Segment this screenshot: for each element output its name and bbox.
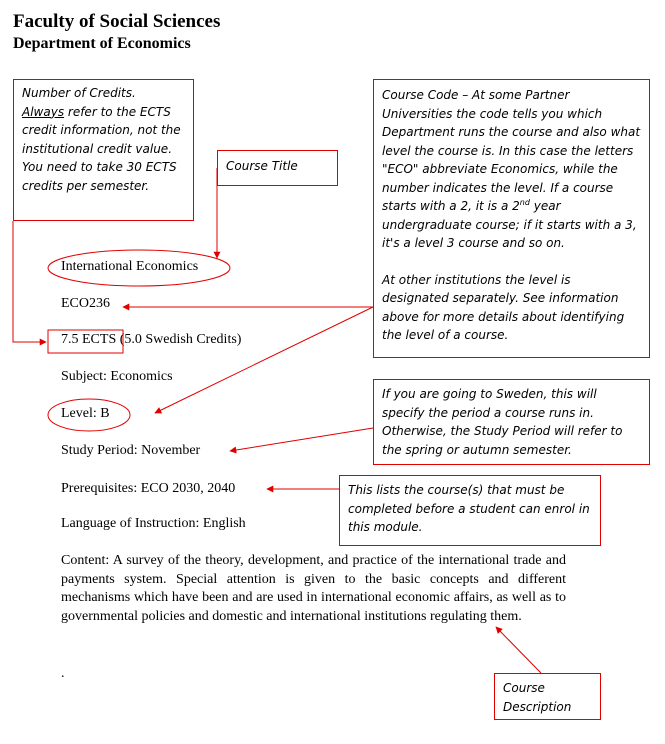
code-note-sup: nd <box>519 198 530 207</box>
period-note-box <box>373 379 650 465</box>
code-note-part2: year undergraduate course; if it starts with a 3, it's a level 3 course and so on. <box>382 199 637 250</box>
credits-note-line1: Number of Credits. <box>22 86 136 100</box>
credits-note-always: Always <box>22 104 65 119</box>
period-note-text: If you are going to Sweden, this will specify the period a course runs in. Otherwise, the Study Period will refer to the spring or autumn semester. <box>382 387 623 457</box>
description-arrow <box>496 627 541 673</box>
course-credits <box>61 332 241 348</box>
course-title: International Economics <box>61 259 199 274</box>
prereq-note-box <box>339 475 601 546</box>
title-note-box <box>217 150 338 186</box>
course-code: ECO236 <box>61 296 110 311</box>
period-arrow <box>230 428 373 451</box>
credits-note-box <box>13 79 194 221</box>
course-prerequisites: Prerequisites: ECO 2030, 2040 <box>61 481 236 496</box>
course-subject: Subject: Economics <box>61 369 173 384</box>
code-note-part1: Course Code – At some Partner Universities the code tells you which Department runs the course and also what level the course is. In this case the letters "ECO" abbreviate Economics, while the number indicates the level. If a course starts with a 2, it is a 2 <box>382 88 641 213</box>
code-note-para2: At other institutions the level is designated separately. See information above for more details about identifying the level of a course. <box>382 272 625 342</box>
faculty-heading: Faculty of Social Sciences <box>13 11 221 32</box>
level-arrow <box>155 307 373 413</box>
credits-arrow <box>13 221 46 342</box>
description-note-box <box>494 673 601 720</box>
code-note-box <box>373 79 650 358</box>
trailing-dot: . <box>61 666 65 681</box>
code-note-para1 <box>382 86 641 253</box>
description-note-text: Course Description <box>503 681 572 714</box>
course-study-period: Study Period: November <box>61 443 201 458</box>
credits-note-rest: refer to the ECTS credit information, not the institutional credit value. You need to take 30 ECTS credits per semester. <box>22 104 181 193</box>
course-language: Language of Instruction: English <box>61 516 246 531</box>
prereq-note-text: This lists the course(s) that must be completed before a student can enrol in this module. <box>348 483 590 534</box>
course-content: Content: A survey of the theory, development, and practice of the international trade and payments system. Special attention is given to the basic concepts and different mechanisms which have been and are used in international economic affairs, as well as to governmental policies and domestic and international institutions regulating them. <box>61 553 566 624</box>
credits-ects: 7.5 ECTS <box>61 332 117 347</box>
title-note-text: Course Title <box>226 159 298 173</box>
course-level: Level: B <box>61 406 110 421</box>
credits-local: (5.0 Swedish Credits) <box>116 332 242 347</box>
department-heading: Department of Economics <box>13 35 191 52</box>
